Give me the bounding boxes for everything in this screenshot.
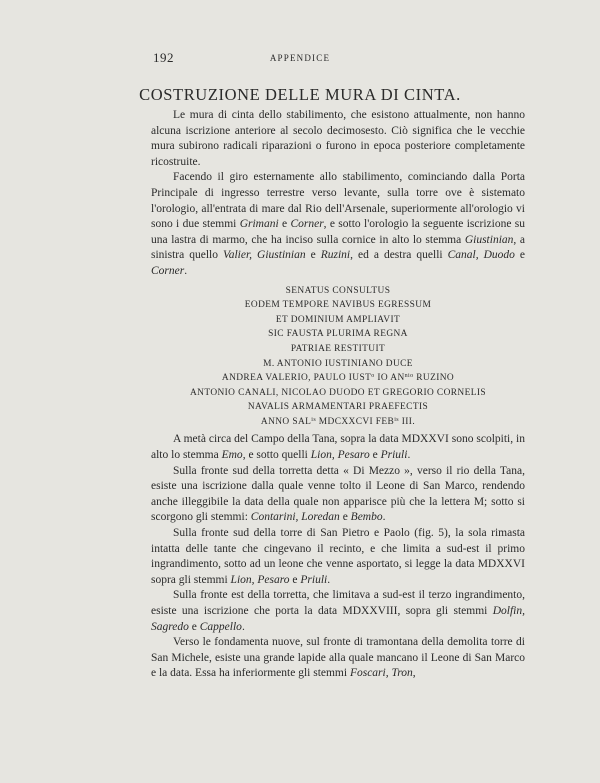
inscription-line: EODEM TEMPORE NAVIBUS EGRESSUM xyxy=(244,300,432,311)
body-text xyxy=(151,108,525,682)
paragraph-7: Verso le fondamenta nuove, sul fronte di tramontana della demolita torre di San Michele, esiste una grande lapide alla quale mancano il Leone di San Marco e la data. Essa ha inferiormente gli stemmi Foscari, Tron, xyxy=(151,636,525,680)
paragraph-5: Sulla fronte sud della torre di San Pietro e Paolo (fig. 5), la sola rimasta intatta delle tante che cingevano il recinto, e che limita a sud-est il primo ingrandimento, sotto ad un leone che venne asportato, si legge la data MDXXVI sopra gli stemmi Lion, Pesaro e Priuli. xyxy=(151,527,525,586)
page-number: 192 xyxy=(153,50,174,65)
paragraph-4: Sulla fronte sud della torretta detta « Di Mezzo », verso il rio della Tana, esiste una iscrizione dalla quale venne tolto il Leone di San Marco, rendendo anche illeggibile la data della quale non apparisce più che la lettera M; sotto si scorgono gli stemmi: Contarini, Loredan e Bembo. xyxy=(151,464,525,524)
paragraph-3: A metà circa del Campo della Tana, sopra la data MDXXVI sono scolpiti, in alto lo stemma Emo, e sotto quelli Lion, Pesaro e Priuli. xyxy=(151,433,525,462)
inscription-line: SIC FAUSTA PLURIMA REGNA xyxy=(268,329,408,340)
inscription-line: SENATUS CONSULTUS xyxy=(285,285,391,296)
inscription-line: M. ANTONIO IUSTINIANO DUCE xyxy=(263,358,413,369)
inscription-line: PATRIAE RESTITUIT xyxy=(290,343,386,354)
inscription-block xyxy=(151,284,525,430)
inscription-line: ANTONIO CANALI, NICOLAO DUODO ET GREGORIO CORNELIS xyxy=(190,387,486,398)
inscription-line: NAVALIS ARMAMENTARI PRAEFECTIS xyxy=(247,402,429,413)
running-title: APPENDICE xyxy=(269,53,331,63)
inscription-line: ANDREA VALERIO, PAULO IUST$^o$ IO $AN^{nio}$ RUZINO xyxy=(221,373,455,384)
paragraph-2: Facendo il giro esternamente allo stabilimento, cominciando dalla Porta Principale di ingresso terrestre verso levante, sulla torre ove è sistemato l'orologio, all'entrata di mare dal Rio dell'Arsenale, superiormente all'orologio vi sono i due stemmi Grimani e Corner, e sotto l'orologio la seguente iscrizione su una lastra di marmo, che ha inciso sulla cornice in alto lo stemma Giustinian, a sinistra quello Valier, Giustinian e Ruzini, ed a destra quelli Canal, Duodo e Corner. xyxy=(151,171,525,277)
inscription-line: ANNO $SAL^{is}$ MDCXXCVI $FEB^{is}$ III. xyxy=(260,416,416,427)
inscription-line: ET DOMINIUM AMPLIAVIT xyxy=(275,314,401,325)
paragraph-1: Le mura di cinta dello stabilimento, che esistono attualmente, non hanno alcuna iscrizione anteriore al secolo decimosesto. Ciò significa che le vecchie mura subirono radicali riparazioni o furono in epoca posteriore completamente ricostruite. xyxy=(151,109,525,168)
section-title: COSTRUZIONE DELLE MURA DI CINTA. xyxy=(139,85,461,104)
running-header xyxy=(0,50,600,66)
paragraph-6: Sulla fronte est della torretta, che limitava a sud-est il terzo ingrandimento, esiste una iscrizione che porta la data MDXXVIII, sopra gli stemmi Dolfin, Sagredo e Cappello. xyxy=(151,589,525,633)
